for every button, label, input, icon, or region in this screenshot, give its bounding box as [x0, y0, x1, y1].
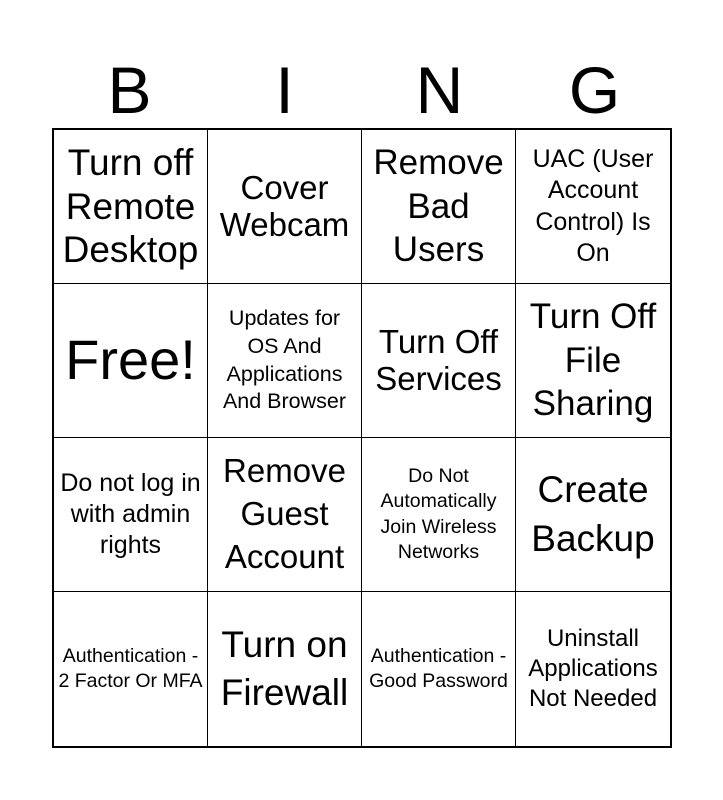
bingo-cell	[54, 438, 208, 592]
bingo-cell-text: Do not log in with admin rights	[60, 468, 201, 560]
bingo-cell-text: Turn off Remote Desktop	[62, 142, 199, 271]
bingo-cell-text: Turn Off File Sharing	[529, 296, 657, 424]
bingo-cell-text: Authentication - 2 Factor Or MFA	[58, 644, 203, 692]
header-letter-n: N	[415, 53, 464, 127]
bingo-cell	[208, 438, 362, 592]
bingo-cell	[54, 130, 208, 284]
bingo-cell-text: Do Not Automatically Join Wireless Networks	[380, 464, 497, 563]
bingo-cell-text: Remove Bad Users	[373, 142, 504, 270]
header-letter-b: B	[107, 53, 152, 127]
bingo-cell	[516, 592, 670, 746]
bingo-cell	[362, 438, 516, 592]
header-letter-g: G	[568, 53, 621, 127]
bingo-cell-text: Turn on Firewall	[220, 623, 349, 713]
free-space-cell	[54, 284, 208, 438]
bingo-cell	[516, 284, 670, 438]
bingo-cell	[516, 130, 670, 284]
bingo-cell	[208, 130, 362, 284]
bingo-cell-text: Turn Off Services	[375, 322, 502, 397]
bingo-cell-text: Authentication - Good Password	[369, 644, 508, 692]
bingo-grid	[52, 128, 672, 748]
bingo-cell	[208, 284, 362, 438]
bingo-cell	[362, 284, 516, 438]
bingo-cell-text: Create Backup	[531, 469, 655, 559]
bingo-header	[52, 52, 672, 128]
bingo-cell	[516, 438, 670, 592]
bingo-cell	[362, 592, 516, 746]
bingo-cell-text: Uninstall Applications Not Needed	[528, 625, 658, 712]
free-space-text: Free!	[65, 328, 196, 392]
header-letter-i: I	[275, 53, 294, 127]
bingo-cell-text: UAC (User Account Control) Is On	[532, 145, 654, 267]
bingo-cell	[54, 592, 208, 746]
bingo-cell-text: Updates for OS And Applications And Browser	[222, 305, 347, 414]
bingo-cell-text: Remove Guest Account	[223, 452, 346, 575]
bingo-cell	[362, 130, 516, 284]
bingo-cell	[208, 592, 362, 746]
bingo-cell-text: Cover Webcam	[219, 168, 350, 243]
